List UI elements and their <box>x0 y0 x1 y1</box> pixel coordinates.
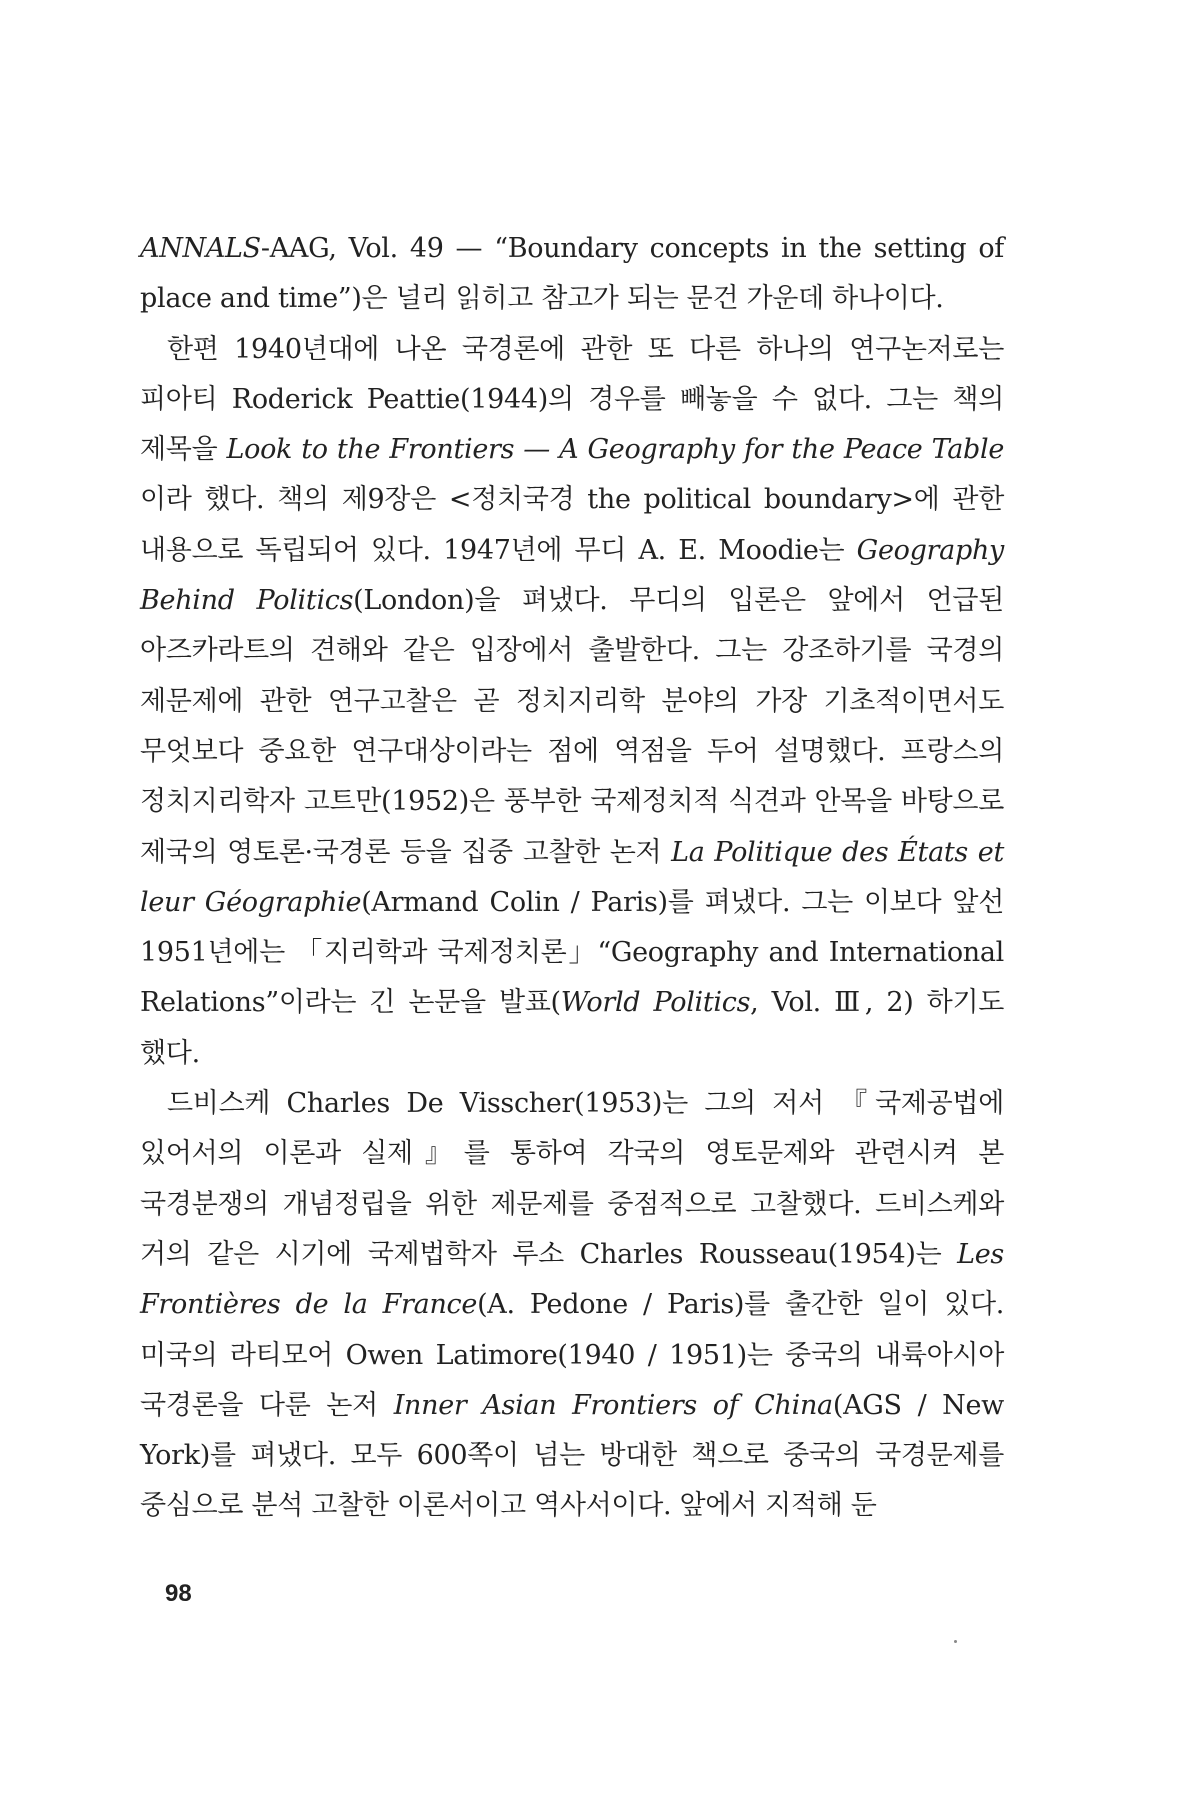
page-number: 98 <box>165 1580 192 1607</box>
journal-title: World Politics <box>560 987 751 1019</box>
print-speck <box>954 1640 957 1643</box>
text-run: (Armand Colin / Paris)를 펴냈다. 그는 이보다 앞선 1951년에는 「지리학과 국제정치론」“Geography and International Relations”이라는 긴 논문을 발표( <box>140 886 1004 1019</box>
text-run: 드비스케 Charles De Visscher(1953)는 그의 저서 『국제공법에 있어서의 이론과 실제』를 통하여 각국의 영토문제와 관련시켜 본 국경분쟁의 개념정립을 위한 제문제를 중점적으로 고찰했다. 드비스케와 거의 같은 시기에 국제법학자 루소 Charles Rousseau(1954)는 <box>140 1088 1004 1270</box>
paragraph-1 <box>140 224 1004 325</box>
text-run: 한편 1940년대에 나온 국경론에 관한 또 다른 하나의 연구논저로는 피아티 Roderick Peattie(1944)의 경우를 빼놓을 수 없다. 그는 책의 제목을 <box>140 333 1004 466</box>
text-run: (A. Pedone / Paris)를 출간한 일이 있다. 미국의 라티모어 Owen Latimore(1940 / 1951)는 중국의 내륙아시아 국경론을 다룬 논저 <box>140 1289 1005 1421</box>
text-run: 이라 했다. 책의 제9장은 <정치국경 the political boundary>에 관한 내용으로 독립되어 있다. 1947년에 무디 A. E. Moodie는 <box>140 484 1004 566</box>
text-run: , Vol. Ⅲ, 2) 하기도 했다. <box>140 987 1005 1069</box>
book-title: Inner Asian Frontiers of China <box>393 1389 833 1421</box>
paragraph-3 <box>140 1079 1004 1532</box>
text-run: ANNALS <box>140 233 261 264</box>
book-title: Geography Behind Politics <box>140 534 1004 617</box>
paragraph-2 <box>140 325 1004 1079</box>
book-title: Look to the Frontiers — A Geography for the Peace Table <box>226 434 1004 466</box>
book-title: Les Frontières de la France <box>140 1238 1004 1321</box>
text-run: (London)을 펴냈다. 무디의 입론은 앞에서 언급된 아즈카라트의 견해와 같은 입장에서 출발한다. 그는 강조하기를 국경의 제문제에 관한 연구고찰은 곧 정치지리학 분야의 가장 기초적이면서도 무엇보다 중요한 연구대상이라는 점에 역점을 두어 설명했다. 프랑스의 정치지리학자 고트만(1952)은 풍부한 국제정치적 식견과 안목을 바탕으로 제국의 영토론·국경론 등을 집중 고찰한 논저 <box>140 585 1004 868</box>
text-run: (AGS / New York)를 펴냈다. 모두 600쪽이 넘는 방대한 책으로 중국의 국경문제를 중심으로 분석 고찰한 이론서이고 역사서이다. 앞에서 지적해 둔 <box>140 1389 1004 1522</box>
text-run: -AAG, Vol. 49 — “Boundary concepts in the setting of place and time”)은 널리 읽히고 참고가 되는 문건 가운데 하나이다. <box>140 233 1004 315</box>
body-text <box>140 224 1004 1532</box>
book-title: La Politique des États et leur Géographie <box>140 836 1004 918</box>
